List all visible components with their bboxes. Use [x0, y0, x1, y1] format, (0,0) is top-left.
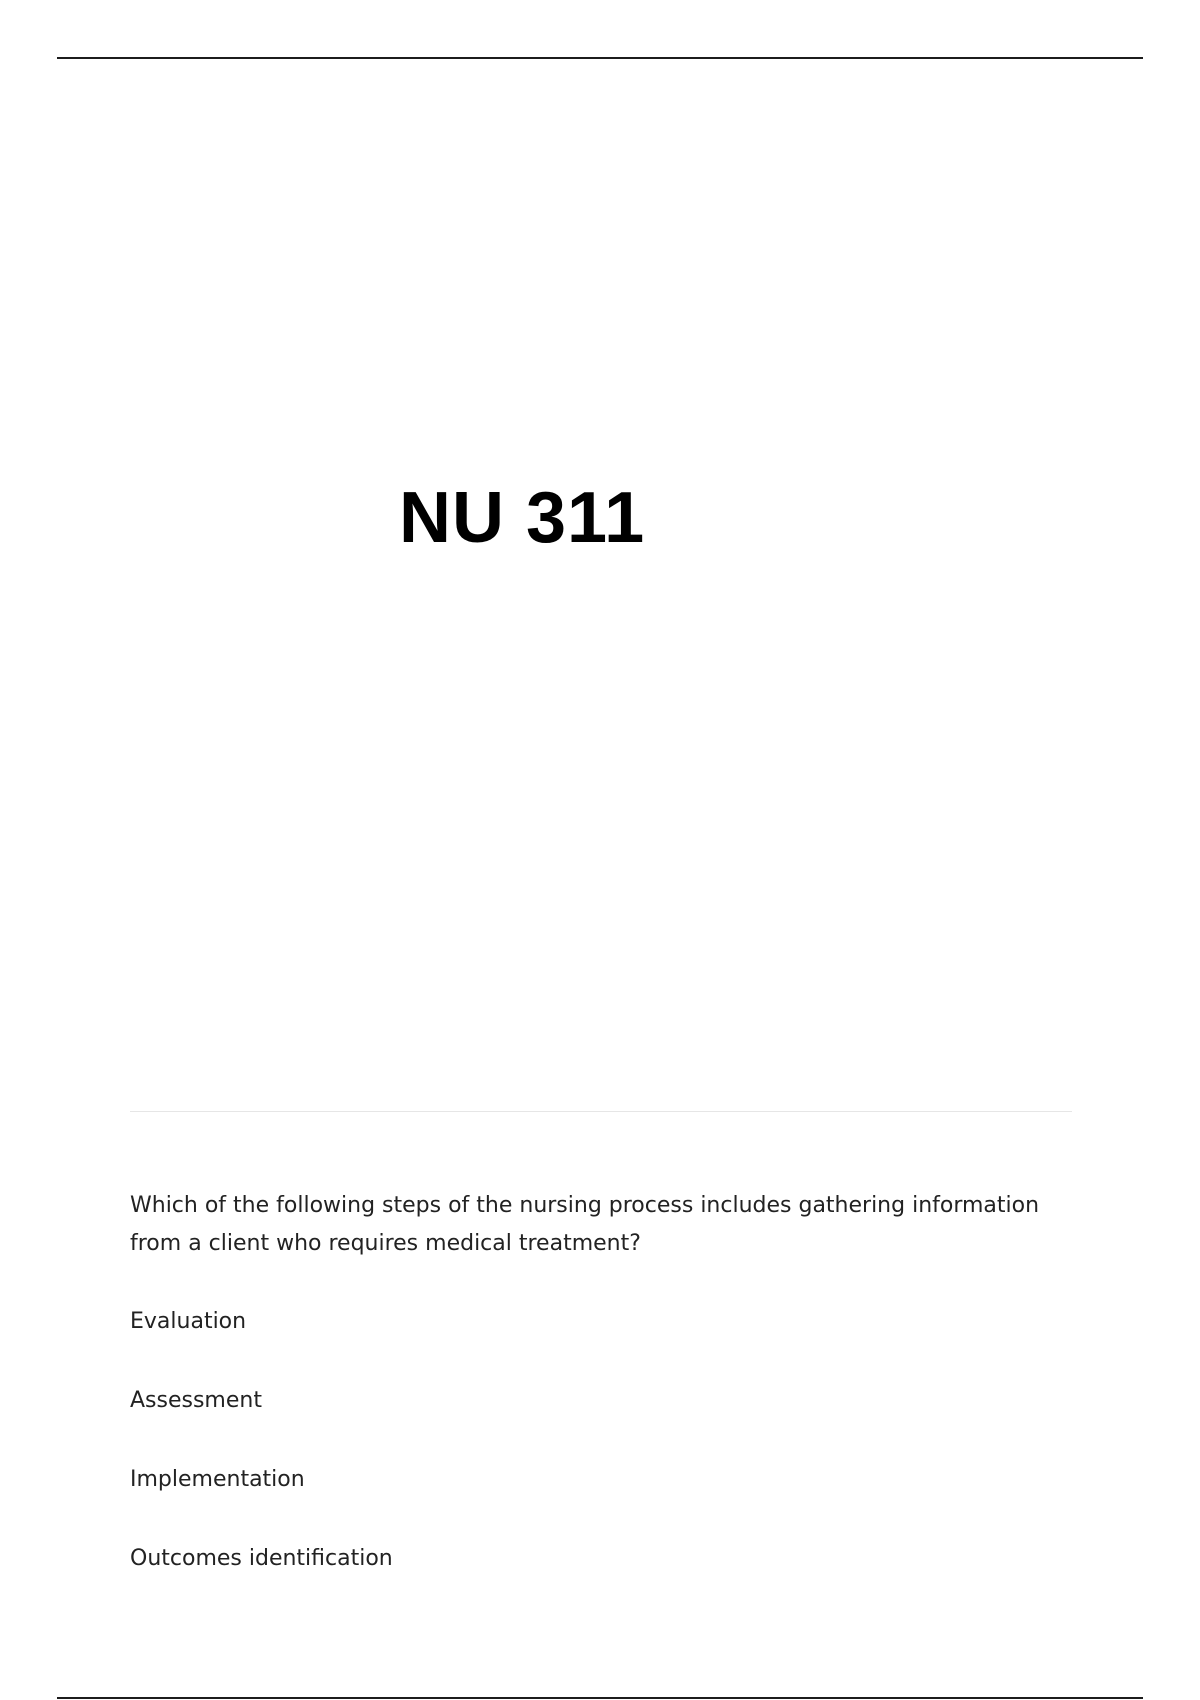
answer-options — [130, 1303, 393, 1619]
bottom-rule — [57, 1697, 1143, 1699]
answer-option: Assessment — [130, 1388, 262, 1413]
document-title: NU 311 — [399, 478, 646, 558]
answer-option: Implementation — [130, 1467, 305, 1492]
top-rule — [57, 57, 1143, 59]
answer-option: Outcomes identification — [130, 1546, 393, 1571]
section-divider — [130, 1111, 1072, 1112]
question-text: Which of the following steps of the nursing process includes gathering information from a client who requires medical treatment? — [130, 1193, 1040, 1256]
answer-option: Evaluation — [130, 1309, 247, 1334]
